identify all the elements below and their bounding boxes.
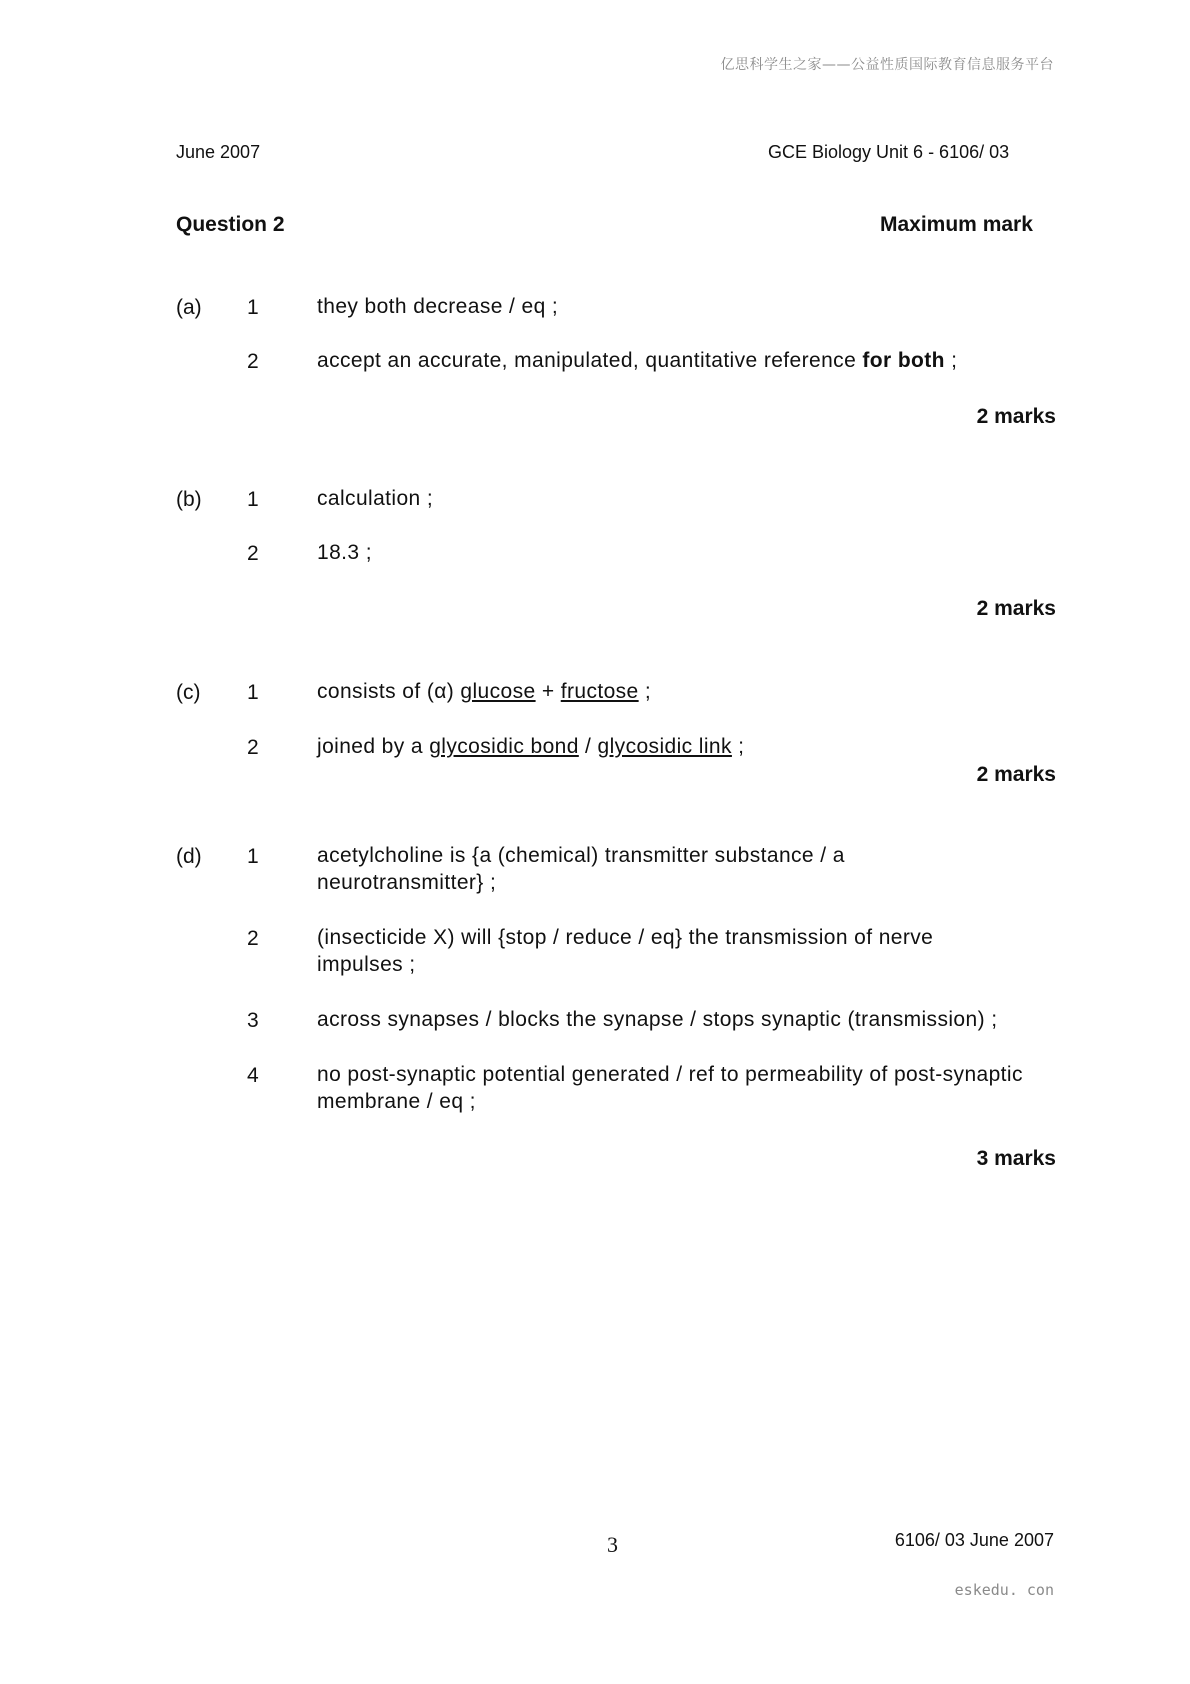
part-c-point-1-number: 1 [247,681,259,704]
part-d-point-1-number: 1 [247,845,259,868]
part-b-point-1-number: 1 [247,488,259,511]
watermark-top: 亿思科学生之家——公益性质国际教育信息服务平台 [720,57,1054,73]
part-c-point-2-number: 2 [247,736,259,759]
page-number: 3 [607,1532,618,1557]
part-c-label: (c) [176,681,201,704]
part-a-point-1-text: they both decrease / eq ; [317,295,559,318]
part-b-marks: 2 marks [976,597,1056,620]
part-d-point-4-number: 4 [247,1064,259,1087]
part-d-point-2-number: 2 [247,927,259,950]
part-a-point-2-text: accept an accurate, manipulated, quantitative reference for both ; [317,349,958,372]
header-course: GCE Biology Unit 6 - 6106/ 03 [768,142,1010,162]
header-date: June 2007 [176,142,261,162]
part-b-point-2-number: 2 [247,542,259,565]
part-d-point-2-text: (insecticide X) will {stop / reduce / eq} the transmission of nerve impulses ; [317,926,934,976]
maximum-mark-heading: Maximum mark [880,213,1033,236]
part-d-marks: 3 marks [976,1147,1056,1170]
part-d-point-3-number: 3 [247,1009,259,1032]
part-c-marks: 2 marks [976,763,1056,786]
part-d-point-1-text: acetylcholine is {a (chemical) transmitter substance / a neurotransmitter} ; [317,844,845,894]
part-d-point-3-text: across synapses / blocks the synapse / stops synaptic (transmission) ; [317,1008,998,1031]
part-c-point-1-text: consists of (α) glucose + fructose ; [317,680,652,703]
part-d-point-4-text: no post-synaptic potential generated / ref to permeability of post-synaptic membrane / eq ; [317,1063,1023,1113]
part-b-point-2-text: 18.3 ; [317,541,372,564]
part-c-point-2-text: joined by a glycosidic bond / glycosidic link ; [317,735,745,758]
part-a-label: (a) [176,296,202,319]
part-a-marks: 2 marks [976,405,1056,428]
footer-reference: 6106/ 03 June 2007 [894,1530,1054,1550]
part-b-label: (b) [176,488,202,511]
footer-website: eskedu. con [954,1581,1054,1599]
part-b-point-1-text: calculation ; [317,487,434,510]
part-d-label: (d) [176,845,202,868]
question-title: Question 2 [176,213,285,236]
part-a-point-2-number: 2 [247,350,259,373]
part-a-point-1-number: 1 [247,296,259,319]
